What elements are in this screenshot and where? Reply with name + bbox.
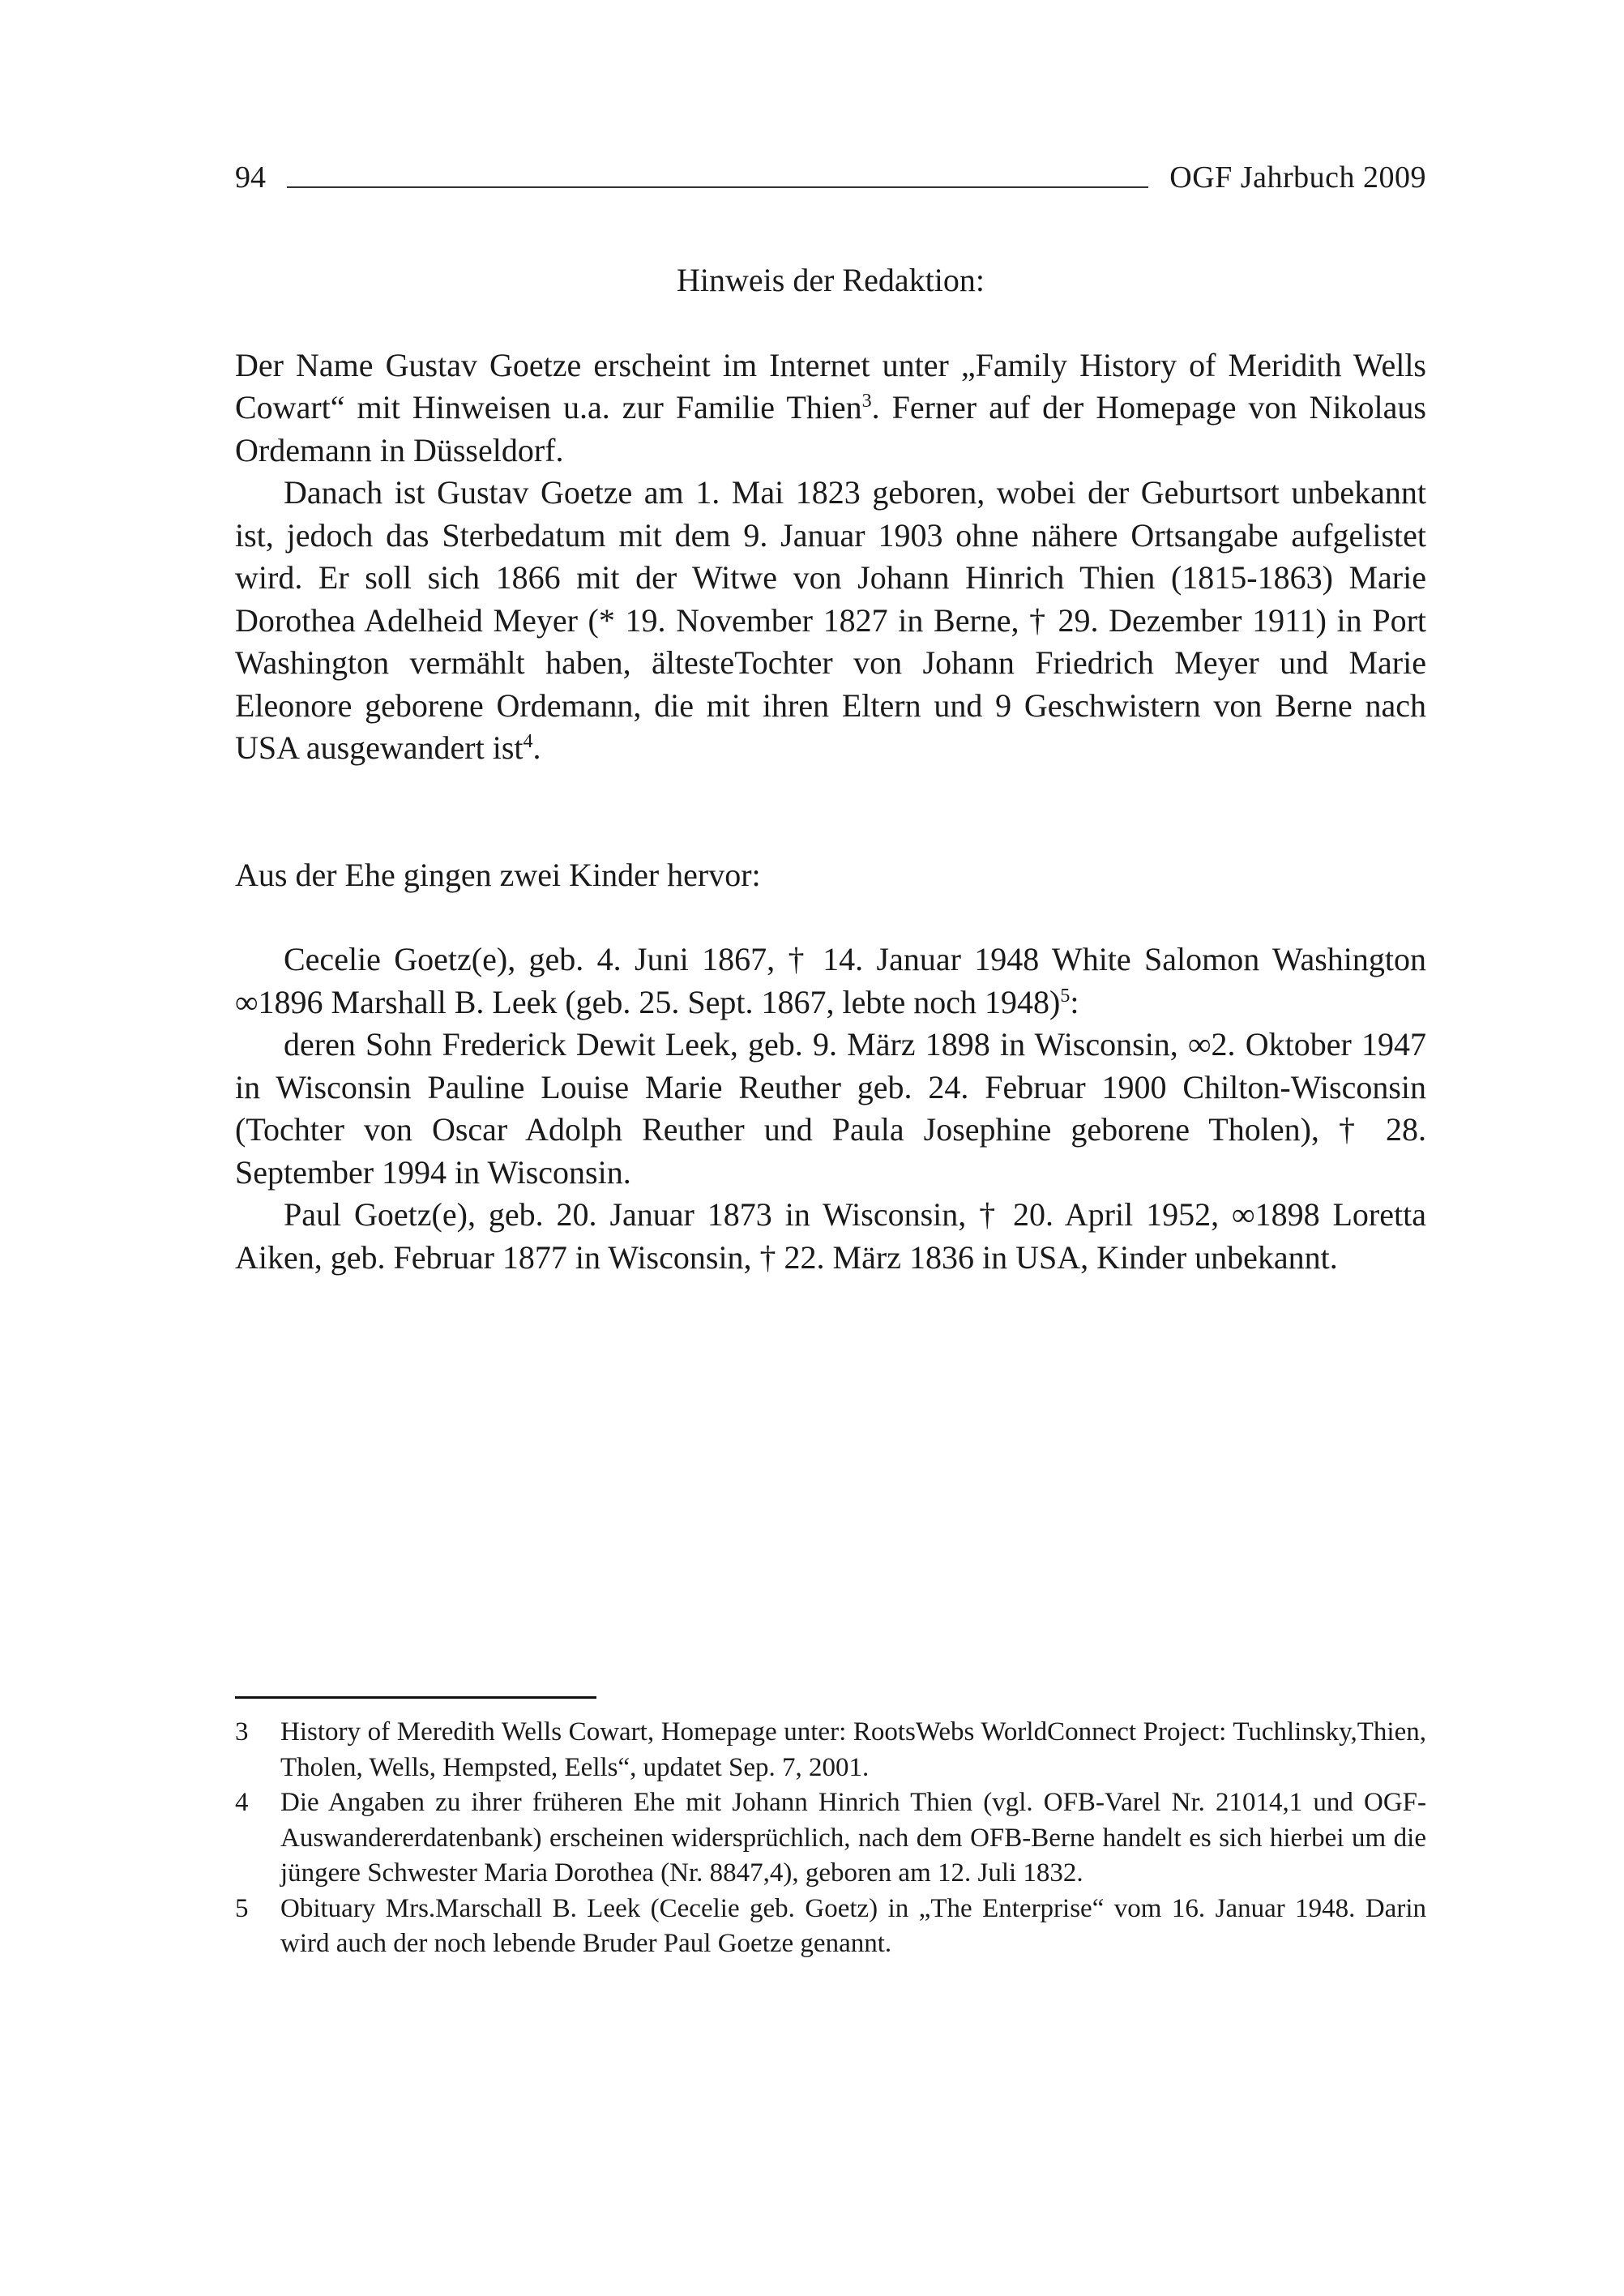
paragraph-child-paul: Paul Goetz(e), geb. 20. Januar 1873 in Wisconsin, † 20. April 1952, ∞1898 Loretta Aiken, geb. Februar 1877 in Wisconsin, † 22. März 1836 in USA, Kinder unbekannt. bbox=[235, 1196, 1426, 1276]
running-title: OGF Jahrbuch 2009 bbox=[1169, 160, 1426, 195]
paragraph-text: Danach ist Gustav Goetze am 1. Mai 1823 geboren, wobei der Geburtsort unbekannt ist, jedoch das Sterbedatum mit dem 9. Januar 1903 ohne nähere Ortsangabe aufgelistet wird. Er soll sich 1866 mit der Witwe von Johann Hinrich Thien (1815-1863) Marie Dorothea Adelheid Meyer (* 19. November 1827 in Berne, † 29. Dezember 1911) in Port Washington vermählt haben, ältesteTochter von Johann Friedrich Meyer und Marie Eleonore geborene Ordemann, die mit ihren Eltern und 9 Geschwistern von Berne nach USA ausgewandert ist bbox=[235, 474, 1426, 766]
body-text bbox=[235, 259, 1426, 1279]
paragraph-text: Cecelie Goetz(e), geb. 4. Juni 1867, † 14. Januar 1948 White Salomon Washington ∞1896 Marshall B. Leek (geb. 25. Sept. 1867, lebte noch 1948) bbox=[235, 941, 1426, 1020]
paragraph-child-cecelie bbox=[235, 938, 1426, 1024]
paragraph-text: : bbox=[1070, 983, 1079, 1020]
header-rule bbox=[287, 186, 1148, 188]
paragraph-details bbox=[235, 472, 1426, 770]
paragraph-text: . Ferner auf der Homepage von Nikolaus Ordemann in Düsseldorf. bbox=[235, 389, 1426, 468]
footnote-5 bbox=[235, 1892, 1426, 1962]
paragraph-text: . bbox=[532, 729, 541, 766]
footnote-separator bbox=[235, 1696, 596, 1699]
footnote-4 bbox=[235, 1785, 1426, 1892]
section-heading: Hinweis der Redaktion: bbox=[677, 262, 985, 298]
page-header bbox=[235, 152, 1426, 193]
page-number: 94 bbox=[235, 160, 266, 195]
paragraph-children-intro: Aus der Ehe gingen zwei Kinder hervor: bbox=[235, 856, 761, 893]
paragraph-grandson: deren Sohn Frederick Dewit Leek, geb. 9. März 1898 in Wisconsin, ∞2. Oktober 1947 in Wisconsin Pauline Louise Marie Reuther geb. 24. Februar 1900 Chilton-Wisconsin (Tochter von Oscar Adolph Reuther und Paula Josephine geborene Tholen), † 28. September 1994 in Wisconsin. bbox=[235, 1026, 1426, 1191]
footnote-number: 3 bbox=[235, 1717, 249, 1747]
footnote-number: 4 bbox=[235, 1788, 249, 1817]
paragraph-text: Der Name Gustav Goetze erscheint im Internet unter „Family History of Meridith Wells Cowart“ mit Hinweisen u.a. zur Familie Thien bbox=[235, 346, 1426, 425]
footnotes bbox=[235, 1715, 1426, 1962]
footnote-ref-4[interactable]: 4 bbox=[523, 731, 533, 752]
footnote-ref-3[interactable]: 3 bbox=[861, 391, 872, 412]
footnote-text: History of Meredith Wells Cowart, Homepage unter: RootsWebs WorldConnect Project: Tuchlinsky,Thien, Tholen, Wells, Hempsted, Eells“, updatet Sep. 7, 2001. bbox=[280, 1717, 1426, 1782]
paragraph-intro bbox=[235, 344, 1426, 472]
footnote-ref-5[interactable]: 5 bbox=[1060, 985, 1071, 1007]
footnote-number: 5 bbox=[235, 1893, 249, 1923]
footnote-3 bbox=[235, 1715, 1426, 1785]
footnote-text: Obituary Mrs.Marschall B. Leek (Cecelie geb. Goetz) in „The Enterprise“ vom 16. Januar 1948. Darin wird auch der noch lebende Bruder Paul Goetze genannt. bbox=[280, 1893, 1426, 1958]
footnote-text: Die Angaben zu ihrer früheren Ehe mit Johann Hinrich Thien (vgl. OFB-Varel Nr. 21014,1 und OGF-Auswandererdatenbank) erscheinen widersprüchlich, nach dem OFB-Berne handelt es sich hierbei um die jüngere Schwester Maria Dorothea (Nr. 8847,4), geboren am 12. Juli 1832. bbox=[280, 1788, 1426, 1888]
